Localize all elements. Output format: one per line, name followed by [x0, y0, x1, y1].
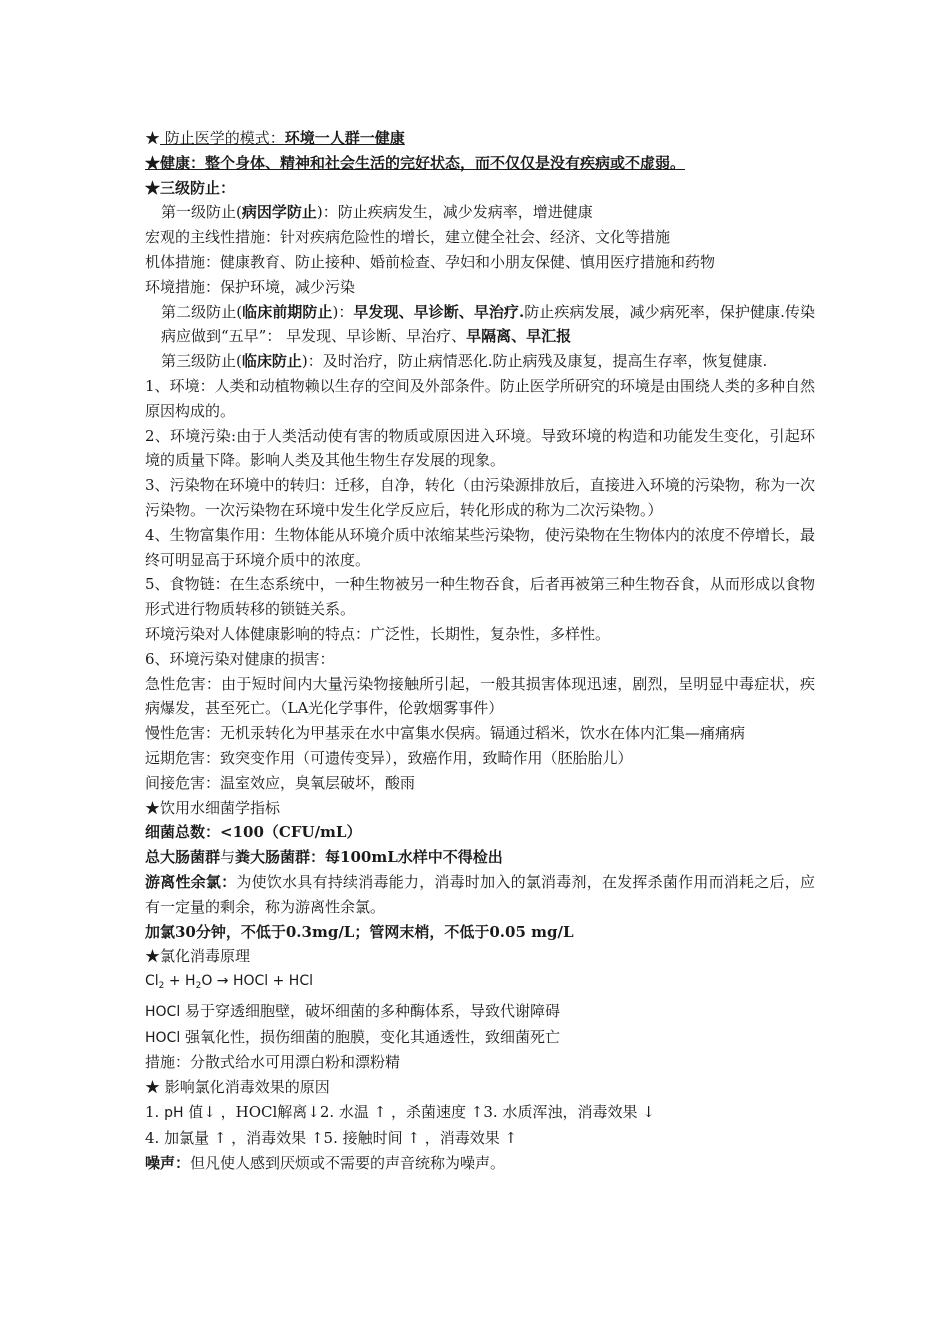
- noise-definition-line: 噪声：但凡使人感到厌烦或不需要的声音统称为噪声。: [145, 1153, 506, 1172]
- chlorine-dose-line: 加氯30分钟，不低于0.3mg/L；管网末梢，不低于0.05 mg/L: [145, 922, 574, 941]
- environment-paragraph: 1、环境：人类和动植物赖以生存的空间及外部条件。防止医学所研究的环境是由围绕人类的多种自然原因构成的。: [145, 376, 815, 420]
- star-icon: ★: [145, 798, 161, 817]
- pollution-features-line: 环境污染对人体健康影响的特点：广泛性，长期性，复杂性，多样性。: [145, 624, 611, 643]
- long-term-harm-line: 远期危害：致突变作用（可遗传变异），致癌作用，致畸作用（胚胎胎儿）: [145, 748, 633, 767]
- pollution-paragraph: 2、环境污染:由于人类活动使有害的物质或原因进入环境。导致环境的构造和功能发生变化，引起环境的质量下降。影响人类及其他生物生存发展的现象。: [145, 426, 815, 470]
- residual-chlorine-paragraph: 游离性余氯：为使饮水具有持续消毒能力，消毒时加入的氯消毒剂，在发挥杀菌作用而消耗之后，应有一定量的剩余，称为游离性余氯。: [145, 872, 815, 916]
- total-bacteria-line: 细菌总数：<100（CFU/mL）: [145, 823, 362, 842]
- hocl-oxidation-line: HOCl 强氧化性，损伤细菌的胞膜，变化其通透性，致细菌死亡: [145, 1027, 560, 1046]
- pollutant-fate-paragraph: 3、污染物在环境中的转归：迁移，自净，转化（由污染源排放后，直接进入环境的污染物，称为一次污染物。一次污染物在环境中发生化学反应后，转化形成的称为二次污染物。）: [145, 476, 815, 519]
- first-level-line: 第一级防止(病因学防止)：防止疾病发生，减少发病率，增进健康: [161, 203, 593, 222]
- star-icon: ★: [145, 1078, 161, 1097]
- body-measures-line: 机体措施：健康教育、防止接种、婚前检查、孕妇和小朋友保健、慎用医疗措施和药物: [145, 252, 716, 271]
- prevention-model-line: ★ 防止医学的模式：环境一人群一健康: [145, 129, 405, 147]
- star-icon: ★: [145, 947, 161, 966]
- factors-line-2: 4. 加氯量 ↑ ，消毒效果 ↑5. 接触时间 ↑ ，消毒效果 ↑: [145, 1128, 518, 1147]
- bioaccumulation-paragraph: 4、生物富集作用：生物体能从环境介质中浓缩某些污染物，使污染物在生物体内的浓度不停增长，最终可明显高于环境介质中的浓度。: [145, 525, 815, 569]
- hocl-penetration-line: HOCl 易于穿透细胞壁，破坏细菌的多种酶体系，导致代谢障碍: [145, 1001, 560, 1020]
- factors-line-1: 1. pH 值↓ ，HOCl解离↓2. 水温 ↑ ，杀菌速度 ↑3. 水质浑浊，消毒效果 ↓: [145, 1103, 655, 1122]
- star-icon: ★: [145, 178, 161, 197]
- chlorination-principle-heading: ★氯化消毒原理: [145, 947, 251, 966]
- environment-measures-line: 环境措施：保护环境，减少污染: [145, 277, 356, 296]
- chronic-harm-paragraph: 慢性危害：无机汞转化为甲基汞在水中富集水俣病。镉通过稻米，饮水在体内汇集—痛痛病: [145, 724, 746, 743]
- macro-measures-line: 宏观的主线性措施：针对疾病危险性的增长，建立健全社会、经济、文化等措施: [145, 228, 671, 247]
- third-level-paragraph: 第三级防止(临床防止)：及时治疗，防止病情恶化.防止病残及康复，提高生存率，恢复健康.: [161, 352, 768, 371]
- three-level-heading: ★三级防止：: [145, 178, 236, 197]
- document-body: [145, 126, 815, 1175]
- star-icon: ★: [145, 129, 161, 147]
- chlorination-factors-heading: ★ 影响氯化消毒效果的原因: [145, 1078, 330, 1097]
- health-definition-line: ★健康：整个身体、精神和社会生活的完好状态，而不仅仅是没有疾病或不虚弱。: [145, 153, 686, 172]
- coliform-line: 总大肠菌群与粪大肠菌群：每100mL水样中不得检出: [145, 848, 503, 867]
- acute-harm-paragraph: 急性危害：由于短时间内大量污染物接触所引起，一般其损害体现迅速，剧烈，呈明显中毒症状，疾病爆发，甚至死亡。（LA光化学事件，伦敦烟雾事件）: [145, 674, 815, 718]
- water-bacteria-heading: ★饮用水细菌学指标: [145, 798, 281, 817]
- indirect-harm-line: 间接危害：温室效应，臭氧层破坏，酸雨: [145, 773, 416, 792]
- health-damage-heading: 6、环境污染对健康的损害：: [145, 649, 335, 668]
- second-level-paragraph: 第二级防止(临床前期防止)：早发现、早诊断、早治疗.防止疾病发展，减少病死率，保护健康.传染病应做到“五早”： 早发现、早诊断、早治疗、早隔离、早汇报: [161, 302, 815, 346]
- food-chain-paragraph: 5、食物链：在生态系统中，一种生物被另一种生物吞食，后者再被第三种生物吞食，从而形成以食物形式进行物质转移的锁链关系。: [145, 575, 815, 619]
- star-icon: ★: [145, 153, 161, 172]
- chemical-equation: $Cl_2 + H_2O$ → HOCl + HCl: [145, 973, 313, 992]
- disinfection-measures-line: 措施：分散式给水可用漂白粉和漂粉精: [145, 1053, 401, 1072]
